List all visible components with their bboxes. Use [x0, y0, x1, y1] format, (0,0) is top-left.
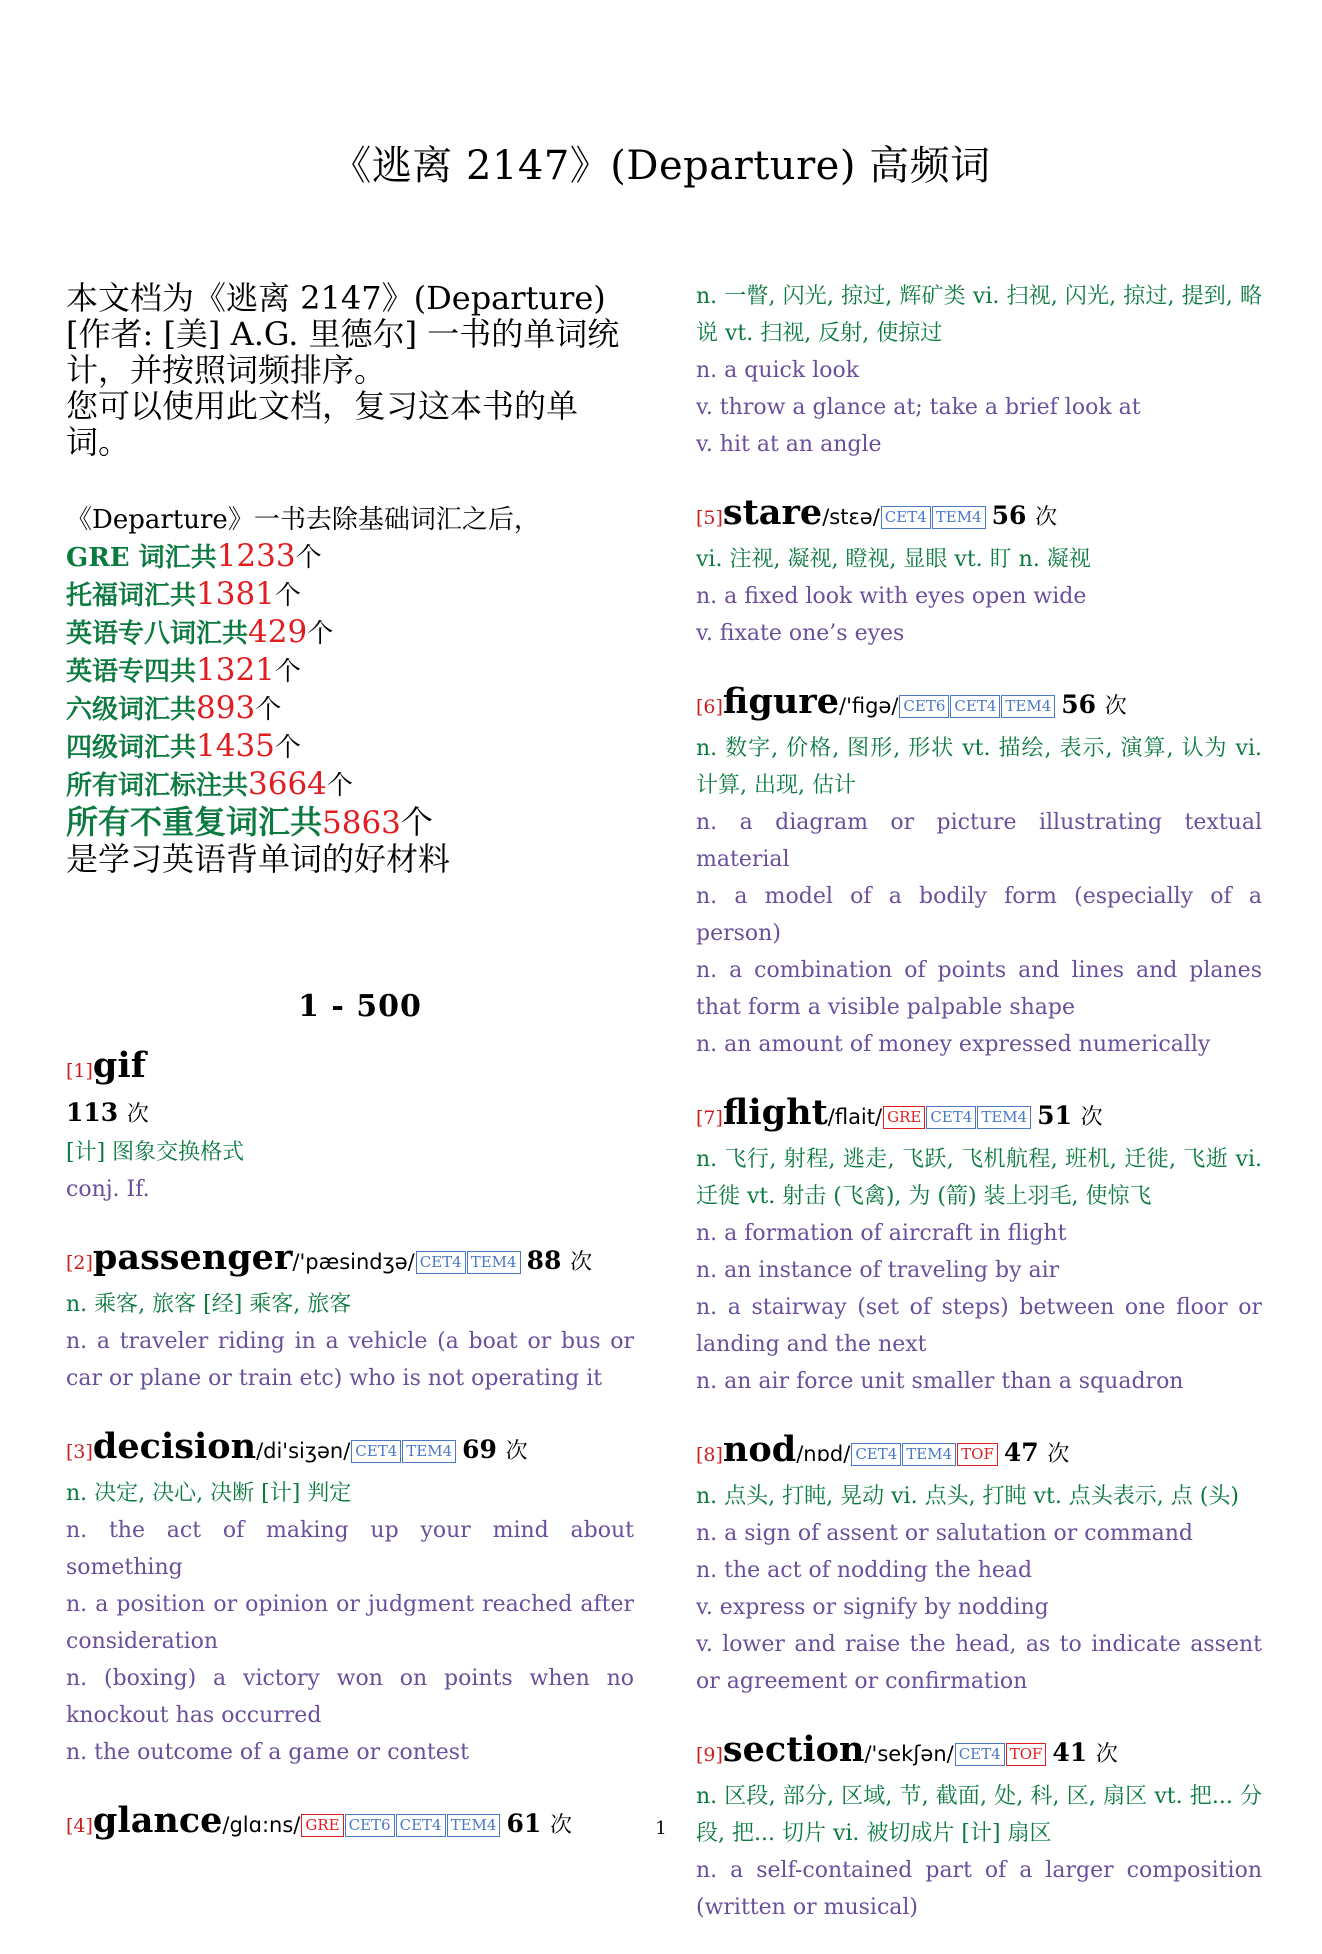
stats-unit: 个	[274, 581, 301, 611]
stats-rows	[66, 538, 634, 841]
definition-english: n. an air force unit smaller than a squadron	[696, 1369, 1184, 1394]
definition-chinese: n. 飞行, 射程, 逃走, 飞跃, 飞机航程, 班机, 迁徙, 飞逝 vi. 迁徙 vt. 射击 (飞禽), 为 (箭) 装上羽毛, 使惊飞	[696, 1147, 1262, 1209]
entry-frequency	[1061, 690, 1127, 719]
frequency-unit: 次	[1080, 1105, 1103, 1130]
range-heading: 1 - 500	[298, 989, 422, 1024]
entry-phonetic: /'pæsindʒə/	[292, 1250, 415, 1274]
stats-row	[66, 576, 634, 614]
frequency-count: 113	[66, 1098, 127, 1127]
entry-phonetic: /nɒd/	[796, 1442, 851, 1466]
entry-header	[696, 680, 1262, 730]
definition-english: v. throw a glance at; take a brief look at	[696, 395, 1141, 420]
frequency-count: 56	[1061, 690, 1105, 719]
stats-row	[66, 690, 634, 728]
entry-header	[66, 1425, 634, 1475]
stats-count: 1435	[196, 728, 275, 764]
stats-label: 六级词汇共	[66, 695, 197, 725]
definition-english: n. a combination of points and lines and planes that form a visible palpable shape	[696, 958, 1262, 1020]
exam-tag-cet4: CET4	[851, 1443, 901, 1466]
entry-header	[696, 491, 1262, 541]
stats-label: 所有词汇标注共	[66, 771, 249, 801]
stats-count: 1321	[196, 652, 275, 688]
entry-header	[696, 1728, 1262, 1778]
definition-english: n. a sign of assent or salutation or command	[696, 1521, 1193, 1546]
document-title: 《逃离 2147》(Departure) 高频词	[331, 143, 991, 189]
intro-line-2: 您可以使用此文档，复习这本书的单词。	[66, 387, 579, 461]
definition-chinese: n. 点头, 打盹, 晃动 vi. 点头, 打盹 vt. 点头表示, 点 (头)	[696, 1484, 1239, 1509]
entry-frequency	[1037, 1101, 1103, 1130]
exam-tag-cet6: CET6	[345, 1814, 395, 1837]
entry-index: [9]	[696, 1744, 723, 1766]
entry-header	[696, 1428, 1262, 1478]
frequency-count: 88	[526, 1246, 571, 1275]
stats-label: GRE 词汇共	[66, 543, 217, 573]
definition-english: n. an amount of money expressed numerically	[696, 1032, 1211, 1057]
frequency-unit: 次	[1047, 1442, 1070, 1467]
entry-index: [6]	[696, 696, 723, 718]
entry-word: flight	[722, 1092, 828, 1133]
entry-phonetic: /'figə/	[839, 694, 899, 718]
frequency-unit: 次	[1095, 1742, 1118, 1767]
definition-chinese: n. 一瞥, 闪光, 掠过, 辉矿类 vi. 扫视, 闪光, 掠过, 提到, 略说 vt. 扫视, 反射, 使掠过	[696, 284, 1262, 346]
exam-tag-tem4: TEM4	[902, 1443, 956, 1466]
stats-count: 893	[196, 690, 256, 726]
right-column	[696, 278, 1262, 1954]
stats-label: 四级词汇共	[66, 733, 197, 763]
exam-tag-cet4: CET4	[396, 1814, 446, 1837]
stats-count: 5863	[322, 805, 401, 841]
exam-tag-tof: TOF	[957, 1443, 998, 1466]
stats-unit: 个	[274, 733, 301, 763]
definition-chinese: n. 决定, 决心, 决断 [计] 判定	[66, 1481, 352, 1506]
exam-tag-gre: GRE	[883, 1106, 925, 1129]
stats-count: 429	[248, 614, 308, 650]
entry-index: [8]	[696, 1444, 723, 1466]
stats-row	[66, 652, 634, 690]
entry-header	[66, 1236, 634, 1286]
frequency-count: 41	[1052, 1738, 1096, 1767]
definition-english: n. an instance of traveling by air	[696, 1258, 1060, 1283]
stats-unit: 个	[255, 695, 282, 725]
entry-phonetic: /flait/	[827, 1105, 883, 1129]
entry-word: section	[722, 1729, 865, 1770]
word-entry-continued	[696, 278, 1262, 463]
definition-english: n. a model of a bodily form (especially of a person)	[696, 884, 1262, 946]
definition-english: v. hit at an angle	[696, 432, 882, 457]
vocabulary-stats	[66, 502, 634, 877]
stats-label: 英语专四共	[66, 657, 197, 687]
stats-lead: 《Departure》一书去除基础词汇之后，	[66, 505, 540, 535]
entry-phonetic: /di'siʒən/	[256, 1439, 351, 1463]
exam-tag-tem4: TEM4	[402, 1440, 456, 1463]
stats-count: 1381	[196, 576, 275, 612]
exam-tag-gre: GRE	[301, 1814, 343, 1837]
stats-row	[66, 766, 634, 804]
frequency-unit: 次	[505, 1439, 528, 1464]
entry-word: passenger	[92, 1237, 293, 1278]
stats-unit: 个	[400, 803, 433, 841]
exam-tag-tem4: TEM4	[977, 1106, 1031, 1129]
entry-frequency	[527, 1246, 593, 1275]
definition-english: n. a fixed look with eyes open wide	[696, 584, 1087, 609]
intro-paragraph	[66, 280, 634, 460]
frequency-unit: 次	[1104, 694, 1127, 719]
word-entry	[696, 680, 1262, 1063]
entry-header	[66, 1044, 634, 1094]
definition-chinese: vi. 注视, 凝视, 瞪视, 显眼 vt. 盯 n. 凝视	[696, 547, 1091, 572]
stats-label: 英语专八词汇共	[66, 619, 249, 649]
exam-tag-cet4: CET4	[351, 1440, 401, 1463]
left-column	[66, 280, 634, 1877]
intro-line-1: 本文档为《逃离 2147》(Departure)[作者: [美] A.G. 里德尔] 一书的单词统计，并按照词频排序。	[66, 279, 620, 389]
exam-tag-cet4: CET4	[881, 506, 931, 529]
frequency-unit: 次	[549, 1813, 572, 1838]
entry-word: stare	[722, 492, 823, 533]
definition-english: conj. If.	[66, 1177, 150, 1202]
entry-phonetic: /glɑ:ns/	[222, 1813, 301, 1837]
entry-frequency	[66, 1094, 634, 1134]
definition-english: n. a self-contained part of a larger composition (written or musical)	[696, 1858, 1262, 1920]
frequency-unit: 次	[126, 1102, 149, 1127]
exam-tag-cet4: CET4	[926, 1106, 976, 1129]
entry-word: decision	[92, 1426, 257, 1467]
entry-index: [5]	[696, 507, 723, 529]
definition-chinese: n. 区段, 部分, 区域, 节, 截面, 处, 科, 区, 扇区 vt. 把... 分段, 把... 切片 vi. 被切成片 [计] 扇区	[696, 1784, 1262, 1846]
entry-index: [2]	[66, 1252, 93, 1274]
definition-english: n. a position or opinion or judgment reached after consideration	[66, 1592, 634, 1654]
stats-closing: 是学习英语背单词的好材料	[66, 840, 451, 878]
stats-row	[66, 804, 634, 841]
frequency-count: 51	[1037, 1101, 1081, 1130]
definition-english: n. a traveler riding in a vehicle (a boat or bus or car or plane or train etc) who is not operating it	[66, 1329, 634, 1391]
entry-frequency	[1052, 1738, 1118, 1767]
stats-row	[66, 538, 634, 576]
exam-tag-cet6: CET6	[899, 695, 949, 718]
entry-header	[696, 1091, 1262, 1141]
stats-unit: 个	[274, 657, 301, 687]
entry-index: [1]	[66, 1060, 93, 1082]
definition-english: n. the outcome of a game or contest	[66, 1740, 469, 1765]
entry-frequency	[462, 1435, 528, 1464]
definition-english: n. the act of nodding the head	[696, 1558, 1033, 1583]
exam-tag-tem4: TEM4	[1001, 695, 1055, 718]
entry-phonetic: /'sekʃən/	[864, 1742, 954, 1766]
entry-word: figure	[722, 681, 839, 722]
stats-label: 托福词汇共	[66, 581, 197, 611]
definition-english: n. a stairway (set of steps) between one floor or landing and the next	[696, 1295, 1262, 1357]
word-entry	[66, 1044, 634, 1208]
entry-frequency	[992, 501, 1058, 530]
word-entry	[66, 1236, 634, 1397]
frequency-unit: 次	[570, 1250, 593, 1275]
stats-row	[66, 614, 634, 652]
definition-english: v. lower and raise the head, as to indicate assent or agreement or confirmation	[696, 1632, 1262, 1694]
stats-count: 1233	[216, 538, 296, 574]
definition-english: n. (boxing) a victory won on points when no knockout has occurred	[66, 1666, 634, 1728]
entries-left	[66, 1044, 634, 1849]
exam-tag-cet4: CET4	[416, 1251, 466, 1274]
page-number: 1	[655, 1818, 667, 1839]
exam-tag-cet4: CET4	[950, 695, 1000, 718]
stats-row	[66, 728, 634, 766]
definition-chinese: n. 数字, 价格, 图形, 形状 vt. 描绘, 表示, 演算, 认为 vi. 计算, 出现, 估计	[696, 736, 1262, 798]
stats-unit: 个	[326, 771, 353, 801]
definition-chinese: [计] 图象交换格式	[66, 1140, 245, 1165]
definition-english: v. express or signify by nodding	[696, 1595, 1049, 1620]
definition-chinese: n. 乘客, 旅客 [经] 乘客, 旅客	[66, 1292, 352, 1317]
exam-tag-tem4: TEM4	[932, 506, 986, 529]
word-entry	[696, 1428, 1262, 1700]
definition-english: v. fixate one’s eyes	[696, 621, 905, 646]
entry-word: nod	[722, 1429, 797, 1470]
exam-tag-tem4: TEM4	[447, 1814, 501, 1837]
frequency-count: 69	[462, 1435, 506, 1464]
exam-tag-tof: TOF	[1006, 1743, 1047, 1766]
frequency-unit: 次	[1035, 505, 1058, 530]
stats-unit: 个	[295, 543, 322, 573]
entry-index: [7]	[696, 1107, 723, 1129]
entries-right	[696, 278, 1262, 1926]
stats-label: 所有不重复词汇共	[66, 803, 323, 841]
entry-index: [4]	[66, 1815, 93, 1837]
frequency-count: 61	[506, 1809, 550, 1838]
definition-english: n. the act of making up your mind about something	[66, 1518, 634, 1580]
frequency-count: 56	[991, 501, 1036, 530]
entry-index: [3]	[66, 1441, 93, 1463]
exam-tag-tem4: TEM4	[467, 1251, 521, 1274]
exam-tag-cet4: CET4	[955, 1743, 1005, 1766]
frequency-count: 47	[1003, 1438, 1048, 1467]
entry-phonetic: /stεə/	[822, 505, 880, 529]
stats-unit: 个	[307, 619, 334, 649]
definition-english: n. a formation of aircraft in flight	[696, 1221, 1067, 1246]
stats-count: 3664	[248, 766, 327, 802]
word-entry	[696, 491, 1262, 652]
entry-word: gif	[92, 1045, 146, 1086]
entry-word: glance	[92, 1800, 223, 1841]
word-entry	[696, 1091, 1262, 1400]
definition-english: n. a diagram or picture illustrating textual material	[696, 810, 1262, 872]
definition-english: n. a quick look	[696, 358, 860, 383]
word-entry	[66, 1425, 634, 1771]
entry-frequency	[1004, 1438, 1070, 1467]
